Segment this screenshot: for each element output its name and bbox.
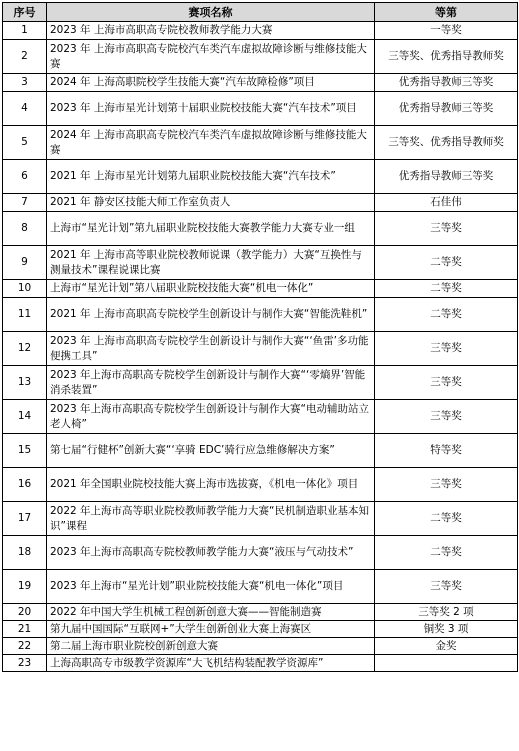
header-row	[3, 3, 518, 22]
table-row	[3, 502, 518, 536]
row-no: 11	[3, 298, 47, 332]
row-award: 铜奖 3 项	[375, 621, 518, 638]
table-row	[3, 40, 518, 74]
table-row	[3, 74, 518, 92]
row-name: 2022 年上海市高等职业院校教师教学能力大赛“民机制造职业基本知识”课程	[47, 502, 375, 536]
row-name: 上海高职高专市级教学资源库“大飞机结构装配教学资源库”	[47, 655, 375, 672]
row-award: 金奖	[375, 638, 518, 655]
row-no: 21	[3, 621, 47, 638]
row-award: 三等奖	[375, 212, 518, 246]
table-row	[3, 194, 518, 212]
row-no: 18	[3, 536, 47, 570]
table-row	[3, 570, 518, 604]
row-no: 19	[3, 570, 47, 604]
row-no: 12	[3, 332, 47, 366]
row-no: 16	[3, 468, 47, 502]
table-row	[3, 280, 518, 298]
row-no: 2	[3, 40, 47, 74]
row-name: 第七届“行健杯”创新大赛“‘享骑 EDC’骑行应急维修解决方案”	[47, 434, 375, 468]
row-award: 优秀指导教师三等奖	[375, 160, 518, 194]
row-award: 三等奖	[375, 400, 518, 434]
row-name: 2022 年中国大学生机械工程创新创意大赛——智能制造赛	[47, 604, 375, 621]
row-no: 9	[3, 246, 47, 280]
row-award: 三等奖、优秀指导教师奖	[375, 40, 518, 74]
row-name: 2023 年上海市“星光计划”职业院校技能大赛“机电一体化”项目	[47, 570, 375, 604]
row-name: 第二届上海市职业院校创新创意大赛	[47, 638, 375, 655]
row-name: 上海市“星光计划”第八届职业院校技能大赛“机电一体化”	[47, 280, 375, 298]
table-row	[3, 468, 518, 502]
table-row	[3, 160, 518, 194]
row-award: 三等奖	[375, 332, 518, 366]
table-row	[3, 638, 518, 655]
table-row	[3, 212, 518, 246]
header-award: 等第	[375, 3, 518, 22]
row-no: 7	[3, 194, 47, 212]
row-name: 2021 年 上海市高职高专院校学生创新设计与制作大赛“智能洗鞋机”	[47, 298, 375, 332]
awards-table	[2, 2, 518, 672]
row-no: 10	[3, 280, 47, 298]
row-no: 23	[3, 655, 47, 672]
row-no: 20	[3, 604, 47, 621]
row-award: 三等奖	[375, 468, 518, 502]
table-row	[3, 366, 518, 400]
row-no: 4	[3, 92, 47, 126]
table-row	[3, 92, 518, 126]
row-no: 17	[3, 502, 47, 536]
table-row	[3, 332, 518, 366]
row-award: 二等奖	[375, 536, 518, 570]
row-no: 22	[3, 638, 47, 655]
row-award: 特等奖	[375, 434, 518, 468]
row-no: 8	[3, 212, 47, 246]
row-name: 2021 年全国职业院校技能大赛上海市选拔赛，《机电一体化》项目	[47, 468, 375, 502]
row-name: 2023 年上海市高职高专院校学生创新设计与制作大赛“‘零熵界’智能消杀装置”	[47, 366, 375, 400]
header-no: 序号	[3, 3, 47, 22]
row-name: 2023 年上海市高职高专院校学生创新设计与制作大赛“电动辅助站立老人椅”	[47, 400, 375, 434]
table-row	[3, 655, 518, 672]
row-name: 第九届中国国际“互联网+”大学生创新创业大赛上海赛区	[47, 621, 375, 638]
row-award: 二等奖	[375, 280, 518, 298]
row-award: 石佳伟	[375, 194, 518, 212]
row-award: 三等奖	[375, 570, 518, 604]
row-name: 2023 年 上海市高职高专院校学生创新设计与制作大赛“‘鱼雷’多功能便携工具”	[47, 332, 375, 366]
row-no: 14	[3, 400, 47, 434]
row-no: 3	[3, 74, 47, 92]
table-row	[3, 621, 518, 638]
row-award: 三等奖	[375, 366, 518, 400]
row-name: 2024 年 上海市高职高专院校汽车类汽车虚拟故障诊断与维修技能大赛	[47, 126, 375, 160]
row-name: 2023 年 上海市高职高专院校汽车类汽车虚拟故障诊断与维修技能大赛	[47, 40, 375, 74]
row-award	[375, 655, 518, 672]
table-row	[3, 604, 518, 621]
row-award: 三等奖、优秀指导教师奖	[375, 126, 518, 160]
row-award: 二等奖	[375, 502, 518, 536]
row-name: 2023 年 上海市星光计划第十届职业院校技能大赛“汽车技术”项目	[47, 92, 375, 126]
row-name: 2021 年 上海市星光计划第九届职业院校技能大赛“汽车技术”	[47, 160, 375, 194]
row-no: 6	[3, 160, 47, 194]
table-row	[3, 126, 518, 160]
row-award: 优秀指导教师三等奖	[375, 74, 518, 92]
row-name: 2023 年上海市高职高专院校教师教学能力大赛“液压与气动技术”	[47, 536, 375, 570]
row-award: 优秀指导教师三等奖	[375, 92, 518, 126]
row-no: 1	[3, 22, 47, 40]
row-no: 15	[3, 434, 47, 468]
header-name: 赛项名称	[47, 3, 375, 22]
table-row	[3, 400, 518, 434]
row-name: 2021 年 静安区技能大师工作室负责人	[47, 194, 375, 212]
row-award: 一等奖	[375, 22, 518, 40]
row-name: 2024 年 上海高职院校学生技能大赛“汽车故障检修”项目	[47, 74, 375, 92]
row-name: 上海市“星光计划”第九届职业院校技能大赛教学能力大赛专业一组	[47, 212, 375, 246]
row-award: 三等奖 2 项	[375, 604, 518, 621]
row-no: 13	[3, 366, 47, 400]
table-row	[3, 536, 518, 570]
table-row	[3, 22, 518, 40]
row-award: 二等奖	[375, 246, 518, 280]
table-row	[3, 246, 518, 280]
table-row	[3, 434, 518, 468]
row-award: 二等奖	[375, 298, 518, 332]
row-name: 2023 年 上海市高职高专院校教师教学能力大赛	[47, 22, 375, 40]
table-row	[3, 298, 518, 332]
row-name: 2021 年 上海市高等职业院校教师说课（教学能力）大赛“互换性与测量技术”课程说课比赛	[47, 246, 375, 280]
row-no: 5	[3, 126, 47, 160]
